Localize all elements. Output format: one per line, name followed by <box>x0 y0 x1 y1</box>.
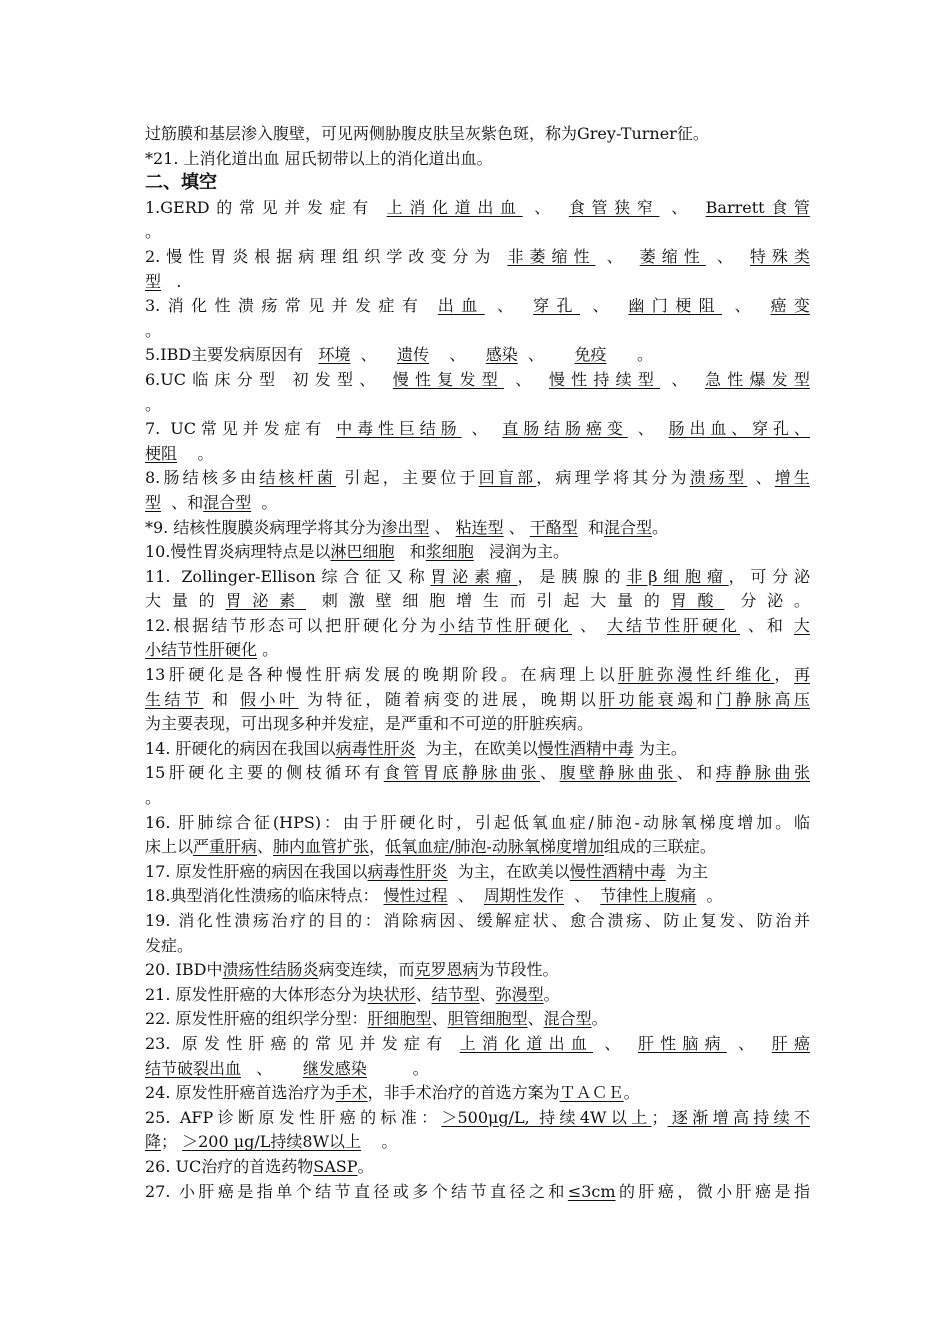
text-line: 15肝硬化主要的侧枝循环有食管胃底静脉曲张、腹壁静脉曲张、和痔静脉曲张 <box>145 763 810 783</box>
answer: 肝癌 <box>771 1033 810 1053</box>
text-line: 生结节 和 假小叶 为特征，随着病变的进展，晚期以肝功能衰竭和门静脉高压 <box>145 689 810 709</box>
answer: 低氧血症/肺泡-动脉氧梯度增加 <box>385 837 604 857</box>
answer: 混合型 <box>203 492 252 512</box>
answer: ＞200 μg/L持续8W以上 <box>182 1132 362 1152</box>
text-line: 12.根据结节形态可以把肝硬化分为小结节性肝硬化 、 大结节性肝硬化 、和 大 <box>145 615 810 635</box>
answer: ≤3cm <box>567 1181 616 1201</box>
answer: 肝性脑病 <box>637 1033 727 1053</box>
answer: 浆细胞 <box>425 542 474 562</box>
answer: 结节破裂出血 <box>145 1058 242 1078</box>
answer: 慢性酒精中毒 <box>537 738 634 758</box>
text-line: 6.UC临床分型 初发型、 慢性复发型 、 慢性持续型 、 急性爆发型 <box>145 369 810 389</box>
answer: 肠出血、穿孔、 <box>668 419 810 439</box>
text-line: 梗阻 。 <box>145 443 214 463</box>
answer: 非萎缩性 <box>507 246 596 266</box>
text-line: 11. Zollinger-Ellison综合征又称胃泌素瘤，是胰腺的非β细胞瘤，可分泌 <box>145 566 810 586</box>
text-line: 3.消化性溃疡常见并发症有 出血 、 穿孔 、 幽门梗阻 、 癌变 <box>145 296 810 316</box>
text-line: 降； ＞200 μg/L持续8W以上 。 <box>145 1132 398 1152</box>
answer: 感染 <box>485 345 518 365</box>
answer: 出血 <box>437 296 485 316</box>
text-line: 16. 肝肺综合征(HPS)：由于肝硬化时，引起低氧血症/肺泡-动脉氧梯度增加。临 <box>145 812 810 832</box>
answer: 粘连型 <box>455 517 504 537</box>
answer: 上消化道出血 <box>386 197 523 217</box>
answer: 节律性上腹痛 <box>600 886 697 906</box>
text-line: 24. 原发性肝癌首选治疗为手术，非手术治疗的首选方案为ＴＡＣＥ。 <box>145 1083 640 1103</box>
answer: 免疫 <box>574 345 607 365</box>
text-line: 22. 原发性肝癌的组织学分型：肝细胞型、胆管细胞型、混合型。 <box>145 1009 608 1029</box>
answer: 慢性过程 <box>383 886 448 906</box>
text-line: 床上以严重肝病、肺内血管扩张，低氧血症/肺泡-动脉氧梯度增加组成的三联症。 <box>145 837 716 857</box>
text-line: 23. 原发性肝癌的常见并发症有 上消化道出血 、 肝性脑病 、 肝癌 <box>145 1033 810 1053</box>
answer: ＞500μg/L, 持续4W以上 <box>441 1107 652 1127</box>
text-line: 7. UC常见并发症有 中毒性巨结肠 、 直肠结肠癌变 、 肠出血、穿孔、 <box>145 419 810 439</box>
text-line: 型 、和混合型 。 <box>145 492 278 512</box>
answer: 癌变 <box>770 296 810 316</box>
answer: 严重肝病 <box>193 837 258 857</box>
document-page <box>145 122 810 1204</box>
answer: 手术 <box>335 1083 368 1103</box>
text-line: 大量的胃泌素 刺激壁细胞增生而引起大量的胃酸 分泌。 <box>145 591 810 611</box>
answer: ＴＡＣＥ <box>559 1083 624 1103</box>
answer: 特殊类 <box>749 246 810 266</box>
answer: 淋巴细胞 <box>330 542 395 562</box>
answer: 逐渐增高持续不 <box>667 1107 810 1127</box>
text-line: 8.肠结核多由结核杆菌 引起，主要位于回盲部，病理学将其分为溃疡型 、增生 <box>145 468 810 488</box>
answer: 再 <box>793 665 810 685</box>
answer: 穿孔 <box>533 296 580 316</box>
answer: 增生 <box>774 468 810 488</box>
answer: 溃疡型 <box>689 468 748 488</box>
answer: 肝功能衰竭 <box>599 689 697 709</box>
text-line: 14. 肝硬化的病因在我国以病毒性肝炎 为主，在欧美以慢性酒精中毒 为主。 <box>145 738 687 758</box>
answer: 中毒性巨结肠 <box>336 419 462 439</box>
answer: 慢性持续型 <box>548 369 661 389</box>
text-line: 26. UC治疗的首选药物SASP。 <box>145 1156 374 1176</box>
text-line: 小结节性肝硬化 。 <box>145 640 279 660</box>
text-line: 。 <box>145 222 162 242</box>
text-line: 2.慢性胃炎根据病理组织学改变分为 非萎缩性 、 萎缩性 、 特殊类 <box>145 246 810 266</box>
answer: 痔静脉曲张 <box>715 763 810 783</box>
text-line: 1.GERD的常见并发症有 上消化道出血 、 食管狭窄 、 Barrett食管 <box>145 197 810 217</box>
answer: 胃酸 <box>670 591 725 611</box>
answer: Barrett食管 <box>705 197 810 217</box>
answer: 慢性复发型 <box>392 369 504 389</box>
answer: 溃疡性结肠炎 <box>222 960 319 980</box>
answer: 小结节性肝硬化 <box>145 640 258 660</box>
text-line: 结节破裂出血 、 继发感染 。 <box>145 1058 429 1078</box>
text-line: 18.典型消化性溃疡的临床特点： 慢性过程 、 周期性发作 、 节律性上腹痛 。 <box>145 886 723 906</box>
text-line: 13肝硬化是各种慢性肝病发展的晚期阶段。在病理上以肝脏弥漫性纤维化，再 <box>145 665 810 685</box>
text-line: *21. 上消化道出血 屈氏韧带以上的消化道出血。 <box>145 148 493 168</box>
answer: 弥漫型 <box>495 984 544 1004</box>
text-line: 。 <box>145 320 162 340</box>
text-line: 19. 消化性溃疡治疗的目的：消除病因、缓解症状、愈合溃疡、防止复发、防治并 <box>145 911 810 930</box>
answer: 结节型 <box>431 984 480 1004</box>
text-line: 过筋膜和基层渗入腹壁，可见两侧胁腹皮肤呈灰紫色斑，称为Grey-Turner征。 <box>145 124 709 143</box>
answer: 大 <box>793 615 810 635</box>
answer: 食管胃底静脉曲张 <box>383 763 541 783</box>
answer: 萎缩性 <box>639 246 706 266</box>
answer: 肝脏弥漫性纤维化 <box>618 665 775 685</box>
answer: 食管狭窄 <box>568 197 660 217</box>
answer: 慢性酒精中毒 <box>569 861 666 881</box>
answer: 生结节 <box>145 689 204 709</box>
answer: 门静脉高压 <box>716 689 810 709</box>
answer: 肺内血管扩张 <box>273 837 370 857</box>
answer: 胃泌素瘤 <box>430 566 518 586</box>
answer: 环境 <box>318 345 351 365</box>
answer: 病毒性肝炎 <box>367 861 448 881</box>
answer: 幽门梗阻 <box>628 296 723 316</box>
answer: 块状形 <box>367 984 416 1004</box>
text-line: 20. IBD中溃疡性结肠炎病变连续，而克罗恩病为节段性。 <box>145 960 559 980</box>
answer: 假小叶 <box>240 689 299 709</box>
text-line: 型 . <box>145 271 182 291</box>
section-heading: 二、填空 <box>145 172 217 194</box>
answer: 混合型 <box>604 517 653 537</box>
answer: 继发感染 <box>302 1058 367 1078</box>
answer: 急性爆发型 <box>704 369 810 389</box>
answer: 直肠结肠癌变 <box>502 419 628 439</box>
text-line: 为主要表现，可出现多种并发症，是严重和不可逆的肝脏疾病。 <box>145 714 594 734</box>
answer: 胆管细胞型 <box>447 1009 528 1029</box>
answer: SASP <box>313 1156 358 1176</box>
answer: 型 <box>145 492 162 512</box>
text-line: 5.IBD主要发病原因有 环境 、 遗传 、 感染 、 免疫 。 <box>145 345 653 365</box>
text-line: *9. 结核性腹膜炎病理学将其分为渗出型 、 粘连型 、 干酪型 和混合型。 <box>145 517 669 537</box>
text-line: 27. 小肝癌是指单个结节直径或多个结节直径之和≤3cm的肝癌，微小肝癌是指 <box>145 1181 810 1201</box>
answer: 上消化道出血 <box>459 1033 594 1053</box>
answer: 胃泌素 <box>225 591 306 611</box>
answer: 大结节性肝硬化 <box>607 615 740 635</box>
text-line: 发症。 <box>145 935 194 955</box>
text-line: 10.慢性胃炎病理特点是以淋巴细胞 和浆细胞 浸润为主。 <box>145 542 570 562</box>
answer: 型 <box>145 271 162 291</box>
answer: 非β细胞瘤 <box>626 566 729 586</box>
answer: 混合型 <box>543 1009 592 1029</box>
answer: 渗出型 <box>381 517 430 537</box>
answer: 梗阻 <box>145 443 178 463</box>
answer: 腹壁静脉曲张 <box>559 763 677 783</box>
answer: 病毒性肝炎 <box>335 738 416 758</box>
answer: 克罗恩病 <box>414 960 479 980</box>
answer: 周期性发作 <box>483 886 564 906</box>
answer: 干酪型 <box>529 517 578 537</box>
answer: 降 <box>145 1132 162 1152</box>
answer: 小结节性肝硬化 <box>439 615 572 635</box>
answer: 回盲部 <box>478 468 537 488</box>
text-line: 21. 原发性肝癌的大体形态分为块状形、结节型、弥漫型。 <box>145 984 560 1004</box>
text-line: 。 <box>145 394 162 414</box>
text-line: 。 <box>145 788 162 808</box>
answer: 结核杆菌 <box>259 468 337 488</box>
answer: 肝细胞型 <box>367 1009 432 1029</box>
text-line: 17. 原发性肝癌的病因在我国以病毒性肝炎 为主，在欧美以慢性酒精中毒 为主 <box>145 861 708 881</box>
text-line: 25. AFP诊断原发性肝癌的标准：＞500μg/L, 持续4W以上；逐渐增高持续不 <box>145 1107 810 1127</box>
answer: 遗传 <box>397 345 430 365</box>
